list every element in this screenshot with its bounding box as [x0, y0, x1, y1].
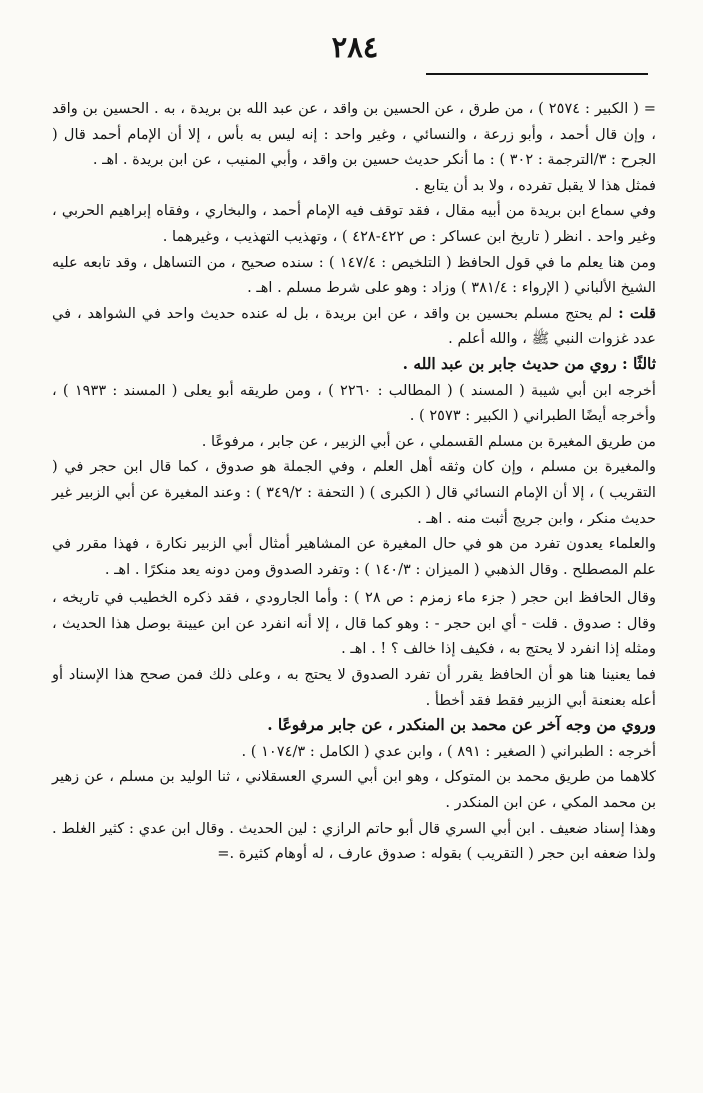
header-rule	[426, 73, 648, 75]
paragraph	[52, 454, 656, 531]
paragraph	[52, 301, 656, 352]
paragraph-text: وهذا إسناد ضعيف . ابن أبي السري قال أبو حاتم الرازي : لين الحديث . وقال ابن عدي : كثير الغلط . ولذا ضعفه ابن حجر ( التقريب ) بقوله : صدوق عارف ، له أوهام كثيرة .=	[52, 819, 656, 863]
paragraph-text: والمغيرة بن مسلم ، وإن كان وثقه أهل العلم ، وفي الجملة هو صدوق ، كما قال ابن حجر في ( التقريب ) ، إلا أن الإمام النسائي قال ( الكبرى ) ( التحفة : ٣٤٩/٢ ) : وعند المغيرة عن أبي الزبير غير حديث منكر ، وابن جريج أثبت منه . اهـ .	[52, 458, 656, 527]
paragraph	[52, 198, 656, 249]
paragraph-text: فمثل هذا لا يقبل تفرده ، ولا بد أن يتابع .	[414, 176, 656, 194]
paragraph	[52, 816, 656, 867]
paragraph	[52, 662, 656, 713]
paragraph-text: من طريق المغيرة بن مسلم القسملي ، عن أبي الزبير ، عن جابر ، مرفوعًا .	[201, 432, 656, 450]
paragraph-text: ومن هنا يعلم ما في قول الحافظ ( التلخيص : ١٤٧/٤ ) : سنده صحيح ، من التساهل ، وقد تابعه عليه الشيخ الألباني ( الإرواء : ٣٨١/٤ ) وزاد : وهو على شرط مسلم . اهـ .	[52, 253, 656, 297]
paragraph-text: وروي من وجه آخر عن محمد بن المنكدر ، عن جابر مرفوعًا .	[267, 716, 656, 735]
paragraph-lead: قلت :	[618, 304, 656, 322]
section-heading	[52, 713, 656, 739]
body-text	[52, 96, 656, 867]
paragraph	[52, 764, 656, 815]
paragraph	[52, 585, 656, 662]
paragraph	[52, 378, 656, 429]
paragraph-text: لم يحتج مسلم بحسين بن واقد ، عن ابن بريدة ، بل له عنده حديث واحد في الشواهد ، في عدد غزوات النبي ﷺ ، والله أعلم .	[52, 304, 656, 348]
paragraph	[52, 173, 656, 199]
paragraph-text: فما يعنينا هنا هو أن الحافظ يقرر أن تفرد الصدوق لا يحتج به ، وعلى ذلك فمن صحح هذا الإسناد أو أعله بعنعنة أبي الزبير فقط فقد أخطأ .	[52, 666, 656, 709]
paragraph-text: أخرجه : الطبراني ( الصغير : ٨٩١ ) ، وابن عدي ( الكامل : ١٠٧٤/٣ ) .	[241, 742, 656, 760]
paragraph	[52, 250, 656, 301]
page-header	[0, 30, 703, 82]
paragraph	[52, 531, 656, 582]
paragraph-text: = ( الكبير : ٢٥٧٤ ) ، من طرق ، عن الحسين بن واقد ، عن عبد الله بن بريدة ، به . الحسين بن واقد ، وإن قال أحمد ، وأبو زرعة ، والنسائي ، وغير واحد : إنه ليس به بأس ، إلا أن الإمام أحمد قال ( الجرح : ٣/الترجمة : ٣٠٢ ) : ما أنكر حديث حسين بن واقد ، وأبي المنيب ، عن ابن بريدة . اهـ .	[52, 100, 656, 169]
paragraph-text: والعلماء يعدون تفرد من هو في حال المغيرة عن المشاهير أمثال أبي الزبير نكارة ، فهذا مقرر في علم المصطلح . وقال الذهبي ( الميزان : ١٤٠/٣ ) : وتفرد الصدوق ومن دونه يعد منكرًا . اهـ .	[52, 535, 656, 578]
paragraph	[52, 96, 656, 173]
paragraph-text: وقال الحافظ ابن حجر ( جزء ماء زمزم : ص ٢٨ ) : وأما الجارودي ، فقد ذكره الخطيب في تاريخه ، وقال : صدوق . قلت - أي ابن حجر - : وهو كما قال ، إلا أنه انفرد عن ابن عيينة بوصل هذا الحديث ، ومثله إذا انفرد لا يحتج به ، فكيف إذا خالف ؟ ! . اهـ .	[52, 589, 656, 658]
paragraph	[52, 429, 656, 455]
paragraph-text: أخرجه ابن أبي شيبة ( المسند ) ( المطالب : ٢٢٦٠ ) ، ومن طريقه أبو يعلى ( المسند : ١٩٣٣ ) ، وأخرجه أيضًا الطبراني ( الكبير : ٢٥٧٣ ) .	[52, 381, 656, 425]
paragraph-text: وفي سماع ابن بريدة من أبيه مقال ، فقد توقف فيه الإمام أحمد ، والبخاري ، وفقاه إبراهيم الحربي ، وغير واحد . انظر ( تاريخ ابن عساكر : ص ٤٢٢-٤٢٨ ) ، وتهذيب التهذيب ، وغيرهما .	[52, 202, 656, 245]
paragraph	[52, 739, 656, 765]
page-number: ٢٨٤	[331, 30, 379, 64]
paragraph-text: كلاهما من طريق محمد بن المتوكل ، وهو ابن أبي السري العسقلاني ، ثنا الوليد بن مسلم ، عن زهير بن محمد المكي ، عن ابن المنكدر .	[52, 768, 656, 812]
section-heading	[52, 352, 656, 378]
paragraph-text: ثالثًا : روي من حديث جابر بن عبد الله .	[402, 354, 656, 373]
